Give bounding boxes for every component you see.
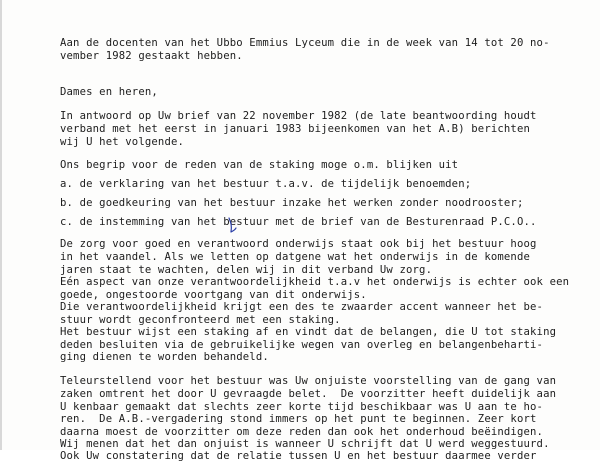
page-edge: [0, 0, 2, 450]
salutation: Dames en heren,: [60, 86, 158, 98]
body-line: Wij menen dat het dan onjuist is wanneer U schrijft dat U werd weggestuurd.: [60, 438, 550, 450]
list-item-a: a. de verklaring van het bestuur t.a.v. de tijdelijk benoemden;: [60, 178, 472, 190]
body-line: daarna moest de voorzitter om deze reden dan ook het onderhoud beëindigen.: [60, 426, 544, 438]
list-item-c: c. de instemming van het bestuur met de brief van de Besturenraad P.C.O..: [60, 216, 537, 228]
addressee-line-1: Aan de docenten van het Ubbo Emmius Lyceum die in de week van 14 tot 20 no-: [60, 37, 550, 49]
body-line: Die verantwoordelijkheid krijgt een des te zwaarder accent wanneer het be-: [60, 301, 544, 313]
body-line: wij U het volgende.: [60, 136, 185, 148]
body-line: In antwoord op Uw brief van 22 november 1982 (de late beantwoording houdt: [60, 110, 537, 122]
body-line: verband met het eerst in januari 1983 bijeenkomen van het A.B) berichten: [60, 123, 531, 135]
body-line: Ons begrip voor de reden van de staking moge o.m. blijken uit: [60, 159, 459, 171]
body-line: U kenbaar gemaakt dat slechts zeer korte tijd beschikbaar was U aan te ho-: [60, 401, 544, 413]
body-line: Het bestuur wijst een staking af en vindt dat de belangen, die U tot staking: [60, 326, 557, 338]
body-line: jaren staat te wachten, delen wij in dit verband Uw zorg.: [60, 264, 433, 276]
body-line: ren. De A.B.-vergadering stond immers op het punt te beginnen. Zeer kort: [60, 413, 537, 425]
body-line: Teleurstellend voor het bestuur was Uw onjuiste voorstelling van de gang van: [60, 375, 557, 387]
addressee-line-2: vember 1982 gestaakt hebben.: [60, 50, 243, 62]
body-line: zaken omtrent het door U gevraagde belet. De voorzitter heeft duidelijk aan: [60, 388, 557, 400]
list-item-b: b. de goedkeuring van het bestuur inzake het werken zonder noodrooster;: [60, 197, 524, 209]
body-line: De zorg voor goed en verantwoord onderwijs staat ook bij het bestuur hoog: [60, 238, 537, 250]
body-line: deden besluiten via de gebruikelijke wegen van overleg en belangenbeharti-: [60, 339, 544, 351]
body-line: stuur wordt geconfronteerd met een staking.: [60, 314, 341, 326]
body-line: ging dienen te worden behandeld.: [60, 351, 269, 363]
body-line: Eén aspect van onze verantwoordelijkheid t.a.v het onderwijs is echter ook een: [60, 276, 570, 288]
body-line: in het vaandel. Als we letten op datgene wat het onderwijs in de komende: [60, 251, 531, 263]
handwritten-mark: [226, 216, 238, 234]
body-line: goede, ongestoorde voortgang van dit onderwijs.: [60, 289, 367, 301]
body-line: Ook Uw constatering dat de relatie tussen U en het bestuur daarmee verder: [60, 450, 537, 462]
